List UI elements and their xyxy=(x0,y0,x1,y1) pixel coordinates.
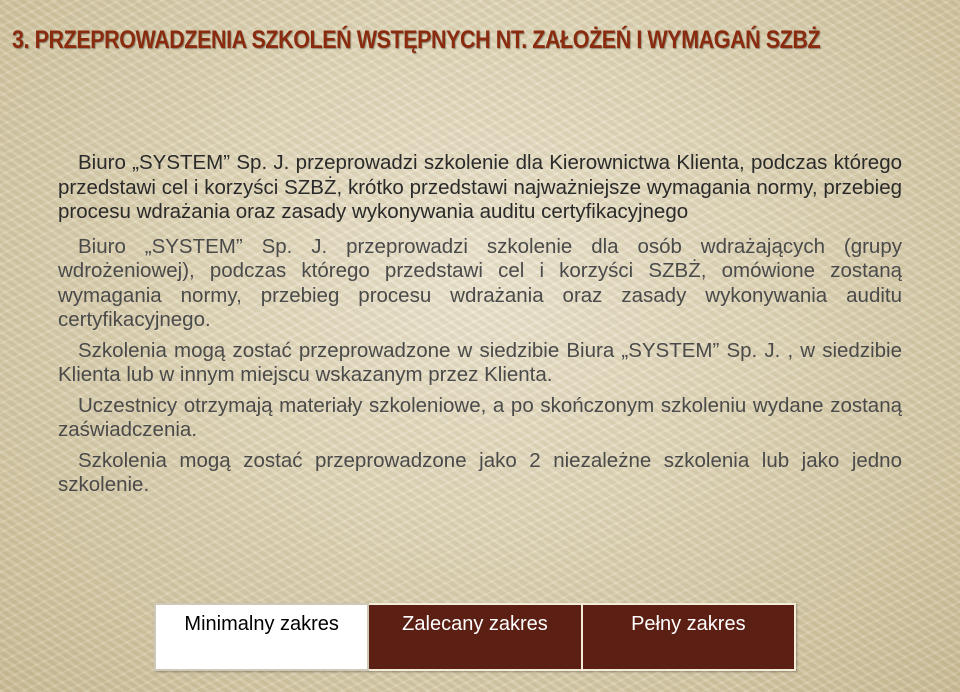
slide-body xyxy=(58,151,902,504)
scope-minimal: Minimalny zakres xyxy=(155,604,368,670)
scope-full: Pełny zakres xyxy=(582,604,795,670)
scope-row xyxy=(155,604,795,670)
slide-title: 3. PRZEPROWADZENIA SZKOLEŃ WSTĘPNYCH NT. ZAŁOŻEŃ I WYMAGAŃ SZBŻ xyxy=(12,26,821,54)
paragraph-training-location: Szkolenia mogą zostać przeprowadzone w siedzibie Biura „SYSTEM” Sp. J. , w siedzibie Klienta lub w innym miejscu wskazanym przez Klienta. xyxy=(58,338,902,386)
scope-table xyxy=(154,603,796,671)
paragraph-materials-certificates: Uczestnicy otrzymają materiały szkoleniowe, a po skończonym szkoleniu wydane zostaną zaświadczenia. xyxy=(58,393,902,441)
paragraph-team-training: Biuro „SYSTEM” Sp. J. przeprowadzi szkolenie dla osób wdrażających (grupy wdrożeniowej), podczas którego przedstawi cel i korzyści SZBŻ, omówione zostaną wymagania normy, przebieg procesu wdrażania oraz zasady wykonywania auditu certyfikacyjnego. xyxy=(58,234,902,331)
paragraph-management-training: Biuro „SYSTEM” Sp. J. przeprowadzi szkolenie dla Kierownictwa Klienta, podczas którego przedstawi cel i korzyści SZBŻ, krótko przedstawi najważniejsze wymagania normy, przebieg procesu wdrażania oraz zasady wykonywania auditu certyfikacyjnego xyxy=(58,151,902,223)
paragraph-training-format: Szkolenia mogą zostać przeprowadzone jako 2 niezależne szkolenia lub jako jedno szkolenie. xyxy=(58,448,902,496)
scope-recommended: Zalecany zakres xyxy=(368,604,581,670)
